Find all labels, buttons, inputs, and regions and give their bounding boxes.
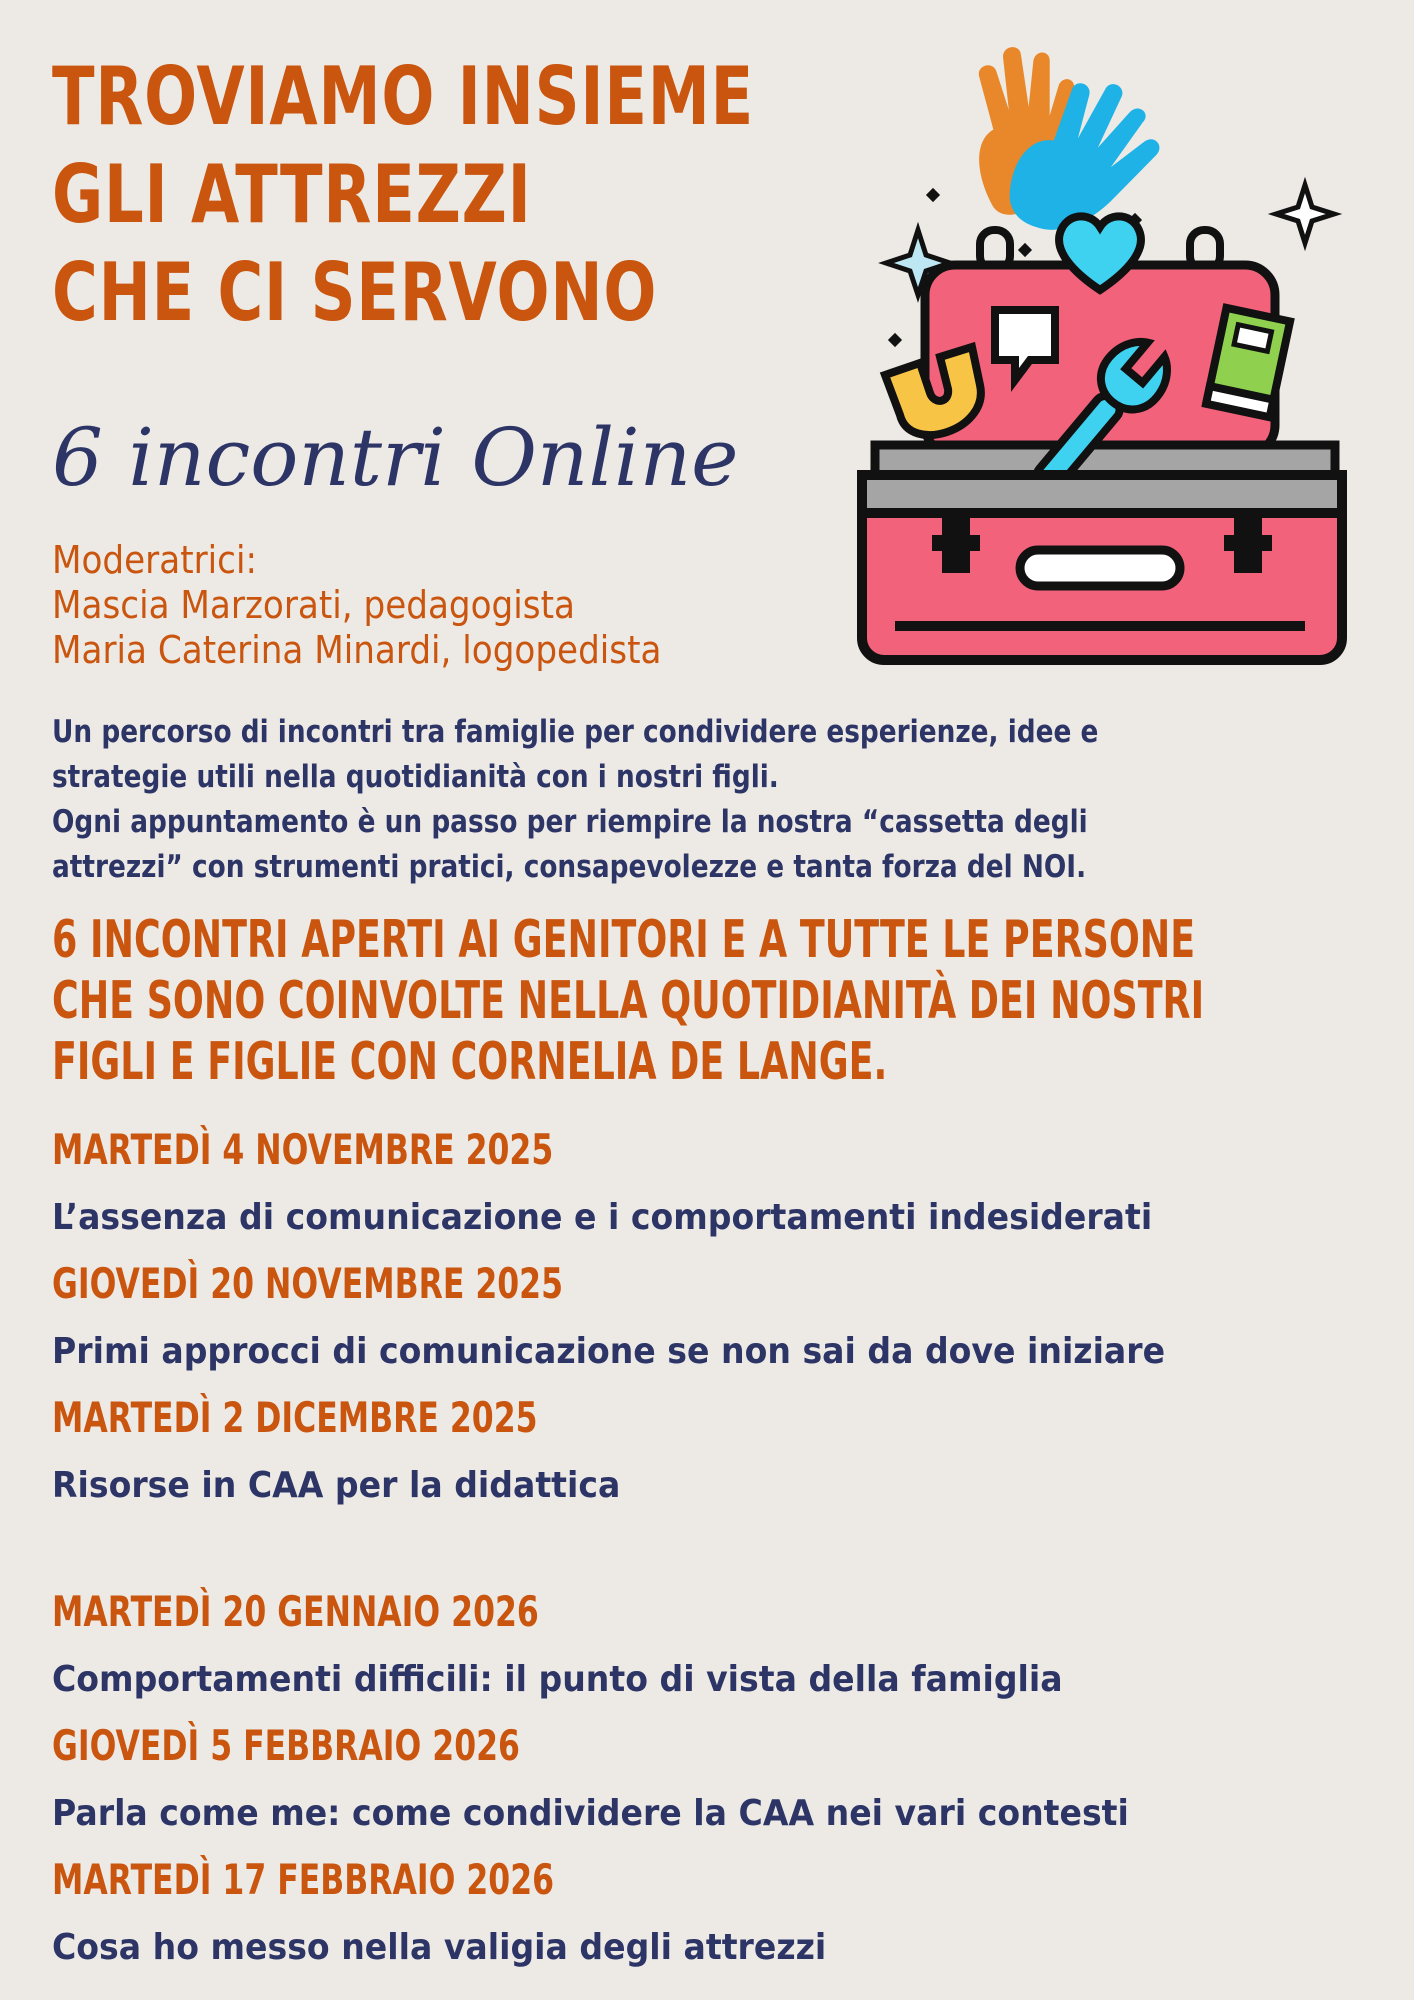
- title-line: GLI ATTREZZI: [52, 148, 532, 241]
- event-topic: Risorse in CAA per la didattica: [52, 1465, 621, 1506]
- event-date: GIOVEDÌ 5 FEBBRAIO 2026: [52, 1721, 520, 1770]
- subtitle: 6 incontri Online: [52, 411, 739, 504]
- event-topic: Comportamenti difficili: il punto di vista della famiglia: [52, 1659, 1063, 1700]
- moderator-name: Mascia Marzorati, pedagogista: [52, 583, 575, 627]
- event-topic: Parla come me: come condividere la CAA nei vari contesti: [52, 1793, 1129, 1834]
- event-date: MARTEDÌ 20 GENNAIO 2026: [52, 1587, 539, 1636]
- title-line: CHE CI SERVONO: [52, 246, 658, 339]
- intro-line: Ogni appuntamento è un passo per riempire la nostra “cassetta degli: [52, 804, 1088, 840]
- toolbox-illustration: [850, 45, 1350, 675]
- event-date: MARTEDÌ 2 DICEMBRE 2025: [52, 1393, 538, 1442]
- event-topic: Cosa ho messo nella valigia degli attrezzi: [52, 1927, 827, 1968]
- page-title: [52, 48, 754, 342]
- intro-paragraph: [52, 710, 1327, 890]
- moderators-label: Moderatrici:: [52, 538, 258, 582]
- audience-line: 6 INCONTRI APERTI AI GENITORI E A TUTTE LE PERSONE: [52, 910, 1196, 970]
- event-topic: L’assenza di comunicazione e i comportamenti indesiderati: [52, 1197, 1153, 1238]
- event-date: MARTEDÌ 4 NOVEMBRE 2025: [52, 1125, 554, 1174]
- audience-heading: [52, 910, 1204, 1093]
- title-line: TROVIAMO INSIEME: [52, 50, 755, 143]
- event-date: GIOVEDÌ 20 NOVEMBRE 2025: [52, 1259, 564, 1308]
- intro-line: attrezzi” con strumenti pratici, consapevolezze e tanta forza del NOI.: [52, 849, 1087, 885]
- moderators-block: [52, 538, 661, 673]
- intro-line: Un percorso di incontri tra famiglie per condividere esperienze, idee e: [52, 714, 1099, 750]
- event-date: MARTEDÌ 17 FEBBRAIO 2026: [52, 1855, 555, 1904]
- intro-line: strategie utili nella quotidianità con i nostri figli.: [52, 759, 779, 795]
- audience-line: FIGLI E FIGLIE CON CORNELIA DE LANGE.: [52, 1032, 888, 1092]
- moderator-name: Maria Caterina Minardi, logopedista: [52, 628, 662, 672]
- audience-line: CHE SONO COINVOLTE NELLA QUOTIDIANITÀ DEI NOSTRI: [52, 971, 1205, 1031]
- event-topic: Primi approcci di comunicazione se non sai da dove iniziare: [52, 1331, 1166, 1372]
